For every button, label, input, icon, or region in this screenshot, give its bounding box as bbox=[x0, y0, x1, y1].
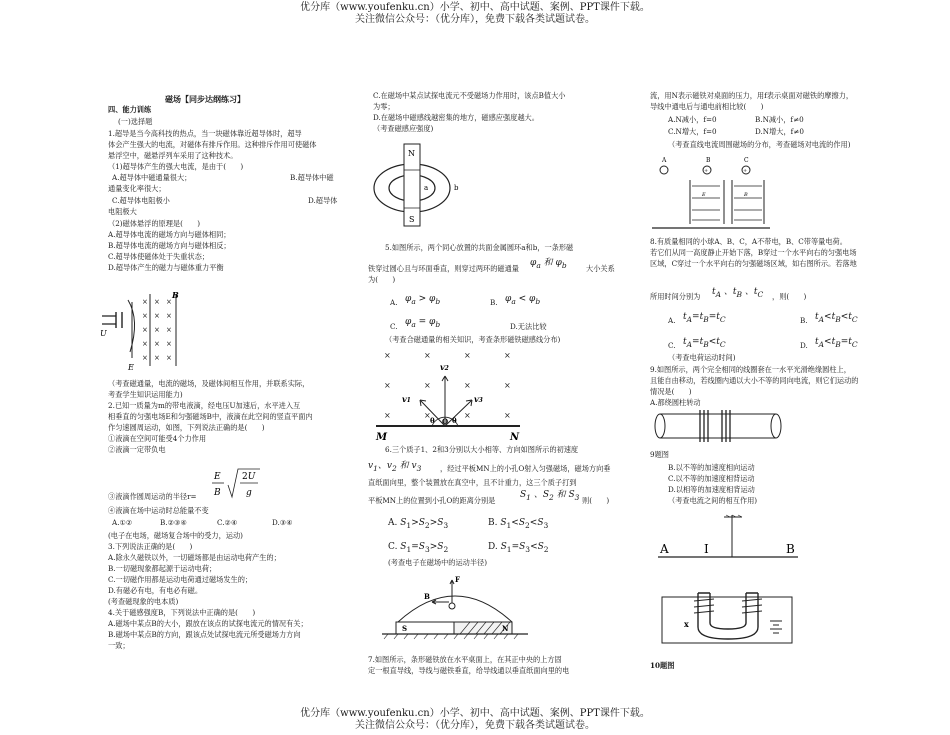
q5-option-c: C. bbox=[390, 322, 398, 331]
svg-text:+: + bbox=[743, 168, 748, 174]
figure-q7-magnet-table bbox=[380, 572, 530, 640]
q9-options bbox=[668, 462, 918, 506]
q7-option-a: A.N减小，f=0 bbox=[668, 115, 717, 124]
text-line: A.超导体电流的磁场方向与磁体相同； bbox=[108, 230, 231, 239]
q1-option-a: A.超导体中磁通量很大； bbox=[112, 173, 192, 182]
q8-option-b: B. bbox=[800, 316, 808, 325]
text-line: A.磁场中某点B的大小，跟放在该点的试探电流元的情况有关； bbox=[108, 619, 308, 628]
svg-text:×: × bbox=[142, 340, 148, 348]
svg-text:×: × bbox=[154, 312, 160, 320]
svg-text:F: F bbox=[455, 575, 460, 584]
svg-text:×: × bbox=[166, 354, 172, 362]
q2-option-d: D.③④ bbox=[272, 518, 293, 527]
text-line: C.一切磁作用都是运动电荷通过磁场发生的； bbox=[108, 575, 253, 584]
header-line-1: 优分库（www.youfenku.cn）小学、初中、高中试题、案例、PPT课件下载。 bbox=[300, 2, 650, 13]
svg-text:b: b bbox=[454, 184, 459, 192]
figure-q10-circuit bbox=[652, 515, 802, 655]
text-line: D.以相等的加速度相背运动 bbox=[668, 485, 755, 494]
text-line: C.在磁场中某点试探电流元不受磁场力作用时，该点B值大小 bbox=[373, 91, 566, 100]
q7-option-d: D.N增大，f≠0 bbox=[755, 127, 804, 136]
svg-text:×: × bbox=[154, 298, 160, 306]
q1-text bbox=[108, 128, 358, 172]
q1-option-d-cont: 电阻极大 bbox=[108, 207, 137, 216]
text-line: （考查磁通量，电流的磁场，及磁体间相互作用，并联系实际， bbox=[108, 379, 310, 388]
q8-note: （考查电荷运动时间) bbox=[668, 353, 736, 362]
svg-text:O: O bbox=[442, 417, 449, 426]
fig9-caption: 9题图 bbox=[650, 450, 669, 459]
text-line: B.以不等的加速度相向运动 bbox=[668, 463, 755, 472]
q6-option-d: D. $S_1=S_3<S_2$ bbox=[488, 542, 549, 554]
q7-text bbox=[368, 654, 628, 676]
svg-text:v3: v3 bbox=[474, 394, 483, 404]
svg-text:N: N bbox=[510, 432, 520, 443]
svg-text:N: N bbox=[502, 624, 509, 633]
text-line: 1.超导是当今高科技的热点，当一块磁体靠近超导体时，超导 bbox=[108, 129, 302, 138]
svg-text:θ: θ bbox=[452, 416, 457, 425]
phi-a-b-symbols: $\varphi_a$ 和 $\varphi_b$ bbox=[530, 258, 567, 270]
svg-text:×: × bbox=[142, 326, 148, 334]
q1-option-c: C.超导体电阻极小 bbox=[112, 196, 170, 205]
text-line: 一致； bbox=[108, 641, 130, 650]
svg-text:×: × bbox=[424, 351, 431, 360]
q5-line-4: 为( ) bbox=[368, 275, 396, 284]
svg-text:×: × bbox=[166, 340, 172, 348]
q6-line-4: 平板MN上的位置到小孔O的距离分别是 bbox=[368, 496, 496, 505]
svg-text:×: × bbox=[464, 351, 471, 360]
svg-text:S: S bbox=[409, 215, 415, 224]
svg-text:v2: v2 bbox=[440, 362, 449, 372]
q7-note: （考查直线电流周围磁场的分布，考查磁场对电流的作用) bbox=[668, 140, 851, 149]
text-line: 相垂直的匀强电场E和匀强磁场B中，液滴在此空间的竖直平面内 bbox=[108, 412, 313, 421]
svg-text:B: B bbox=[424, 592, 430, 601]
svg-text:x: x bbox=[684, 619, 689, 629]
q8-line-c: ，则( ) bbox=[772, 292, 807, 301]
q6-line-5: 则( ) bbox=[582, 496, 610, 505]
svg-text:B: B bbox=[706, 157, 711, 164]
q6-velocities: $v_1$、$v_2$ 和 $v_3$ bbox=[368, 461, 422, 473]
q8-option-a-formula: $t_A=t_B=t_C$ bbox=[683, 312, 726, 324]
q2-item-3: ③液滴作圆周运动的半径r= bbox=[108, 492, 197, 501]
text-line: 若它们从同一高度静止开始下落，B穿过一个水平向右的匀强电场 bbox=[650, 248, 857, 257]
svg-text:×: × bbox=[384, 381, 391, 390]
svg-text:×: × bbox=[166, 326, 172, 334]
text-line: 3.下列说法正确的是( ) bbox=[108, 542, 193, 551]
svg-text:v1: v1 bbox=[402, 394, 411, 404]
text-line: （2)磁体悬浮的原理是( ) bbox=[108, 219, 201, 228]
page-footer bbox=[0, 708, 950, 732]
svg-text:B: B bbox=[786, 542, 795, 556]
text-line: 悬浮空中，磁悬浮列车采用了这种技术。 bbox=[108, 151, 238, 160]
q7-option-b: B.N减小，f≠0 bbox=[755, 115, 804, 124]
svg-text:×: × bbox=[154, 326, 160, 334]
text-line: ①液滴在空间可能受4个力作用 bbox=[108, 434, 207, 443]
q4-continued bbox=[373, 90, 628, 134]
q5-option-c-formula: $\varphi_a = \varphi_b$ bbox=[405, 317, 441, 329]
q5-line-2: 铁穿过圆心且与环面垂直，则穿过两环的磁通量 bbox=[368, 264, 519, 273]
text-line: 4.关于磁感强度B，下列说法中正确的是( ) bbox=[108, 608, 256, 617]
text-line: 为零； bbox=[373, 102, 395, 111]
text-line: 体会产生强大的电流，对磁体有排斥作用。这种排斥作用可使磁体 bbox=[108, 140, 317, 149]
svg-text:×: × bbox=[142, 312, 148, 320]
svg-text:B: B bbox=[172, 290, 179, 300]
text-line: A.除永久磁铁以外，一切磁场都是由运动电荷产生的； bbox=[108, 553, 281, 562]
q5-option-b-formula: $\varphi_a < \varphi_b$ bbox=[505, 294, 541, 306]
q9-note: （考查电流之间的相互作用) bbox=[668, 496, 758, 505]
svg-text:×: × bbox=[424, 381, 431, 390]
q2-item-4 bbox=[108, 505, 358, 516]
figure-q6-protons bbox=[370, 346, 530, 443]
q2-text bbox=[108, 378, 363, 455]
svg-text:B: B bbox=[744, 192, 748, 198]
svg-text:×: × bbox=[154, 340, 160, 348]
text-line: 定一根直导线，导线与磁铁垂直，给导线通以垂直纸面向里的电 bbox=[368, 666, 570, 675]
header-line-2: 关注微信公众号：（优分库），免费下载各类试题试卷。 bbox=[355, 14, 595, 25]
svg-text:×: × bbox=[424, 411, 431, 420]
svg-text:M: M bbox=[376, 432, 388, 443]
svg-text:g: g bbox=[246, 488, 252, 498]
q2-option-a: A.①② bbox=[112, 518, 133, 527]
q6-line-3: 直纸面向里，整个装置放在真空中，且不计重力，这三个质子打到 bbox=[368, 478, 577, 487]
svg-text:×: × bbox=[464, 381, 471, 390]
svg-text:+: + bbox=[704, 168, 709, 174]
figure-q5-magnet-rings bbox=[370, 140, 470, 230]
text-line: C.以不等的加速度相背运动 bbox=[668, 474, 755, 483]
q1-part2 bbox=[108, 218, 358, 273]
text-line: D.有磁必有电，有电必有磁。 bbox=[108, 586, 203, 595]
q8-option-a: A. bbox=[668, 316, 676, 325]
svg-text:S: S bbox=[402, 624, 408, 633]
text-line: 情况是( ) bbox=[650, 387, 692, 396]
q8-text bbox=[650, 236, 920, 269]
svg-text:×: × bbox=[504, 381, 511, 390]
q8-line-b: 所用时间分别为 bbox=[650, 292, 701, 301]
svg-text:×: × bbox=[154, 354, 160, 362]
text-line: A.都绕圆柱转动 bbox=[650, 398, 701, 407]
svg-text:C: C bbox=[744, 157, 749, 164]
q8-option-d-formula: $t_A<t_B=t_C$ bbox=[815, 337, 858, 349]
svg-text:I: I bbox=[704, 542, 709, 556]
q5-option-a-formula: $\varphi_a > \varphi_b$ bbox=[405, 294, 441, 306]
text-line: ④液滴在场中运动时总能量不变 bbox=[108, 506, 209, 515]
q3-q4-text bbox=[108, 530, 363, 651]
text-line: ②液滴一定带负电 bbox=[108, 445, 166, 454]
q2-option-c: C.②④ bbox=[217, 518, 238, 527]
text-line: 考查学生知识运用能力) bbox=[108, 390, 183, 399]
q1-option-b-cont: 通量变化率很大； bbox=[108, 184, 166, 193]
text-line: 导线中通电后与通电前相比较( ) bbox=[650, 102, 764, 111]
svg-text:θ: θ bbox=[430, 416, 435, 425]
svg-text:U: U bbox=[100, 329, 107, 338]
q6-line-2: ，经过平板MN上的小孔O射入匀强磁场，磁场方向垂 bbox=[440, 464, 611, 473]
svg-text:A: A bbox=[662, 157, 667, 164]
q5-line-3: 大小关系 bbox=[586, 264, 615, 273]
q6-line-1: 6.三个质子1、2和3分别以大小相等、方向如图所示的初速度 bbox=[385, 445, 579, 454]
svg-text:E: E bbox=[214, 472, 221, 482]
q5-option-b: B. bbox=[490, 298, 498, 307]
radius-formula bbox=[212, 467, 262, 503]
text-line: 9.如图所示，两个完全相同的线圈套在一水平光滑绝缘圆柱上， bbox=[650, 365, 851, 374]
svg-text:×: × bbox=[142, 354, 148, 362]
q6-distances: $S_1$ 、$S_2$ 和 $S_3$ bbox=[520, 490, 580, 502]
figure-q9-cylinder-coils bbox=[652, 406, 784, 446]
q1-option-b: B.超导体中磁 bbox=[290, 173, 334, 182]
text-line: C.超导体使磁体处于失重状态； bbox=[108, 252, 209, 261]
q9-text bbox=[650, 364, 920, 408]
text-line: B.磁场中某点B的方向，跟该点处试探电流元所受磁场力方向 bbox=[108, 630, 301, 639]
text-line: 8.有质量相同的小球A、B、C，A不带电，B、C带等量电荷。 bbox=[650, 237, 847, 246]
svg-text:×: × bbox=[142, 298, 148, 306]
text-line: (考查磁现象的电本质) bbox=[108, 597, 179, 606]
q5-option-a: A. bbox=[390, 298, 398, 307]
q8-option-c: C. bbox=[668, 341, 676, 350]
q8-option-b-formula: $t_A<t_B<t_C$ bbox=[815, 312, 858, 324]
q7-continued bbox=[650, 90, 910, 112]
svg-text:E: E bbox=[702, 192, 706, 198]
svg-text:×: × bbox=[504, 411, 511, 420]
svg-text:N: N bbox=[408, 149, 415, 158]
q8-option-c-formula: $t_A=t_B<t_C$ bbox=[683, 337, 726, 349]
text-line: B.超导体电流的磁场方向与磁体相反； bbox=[108, 241, 231, 250]
q6-option-b: B. $S_1<S_2<S_3$ bbox=[488, 518, 549, 530]
svg-text:×: × bbox=[384, 411, 391, 420]
fig10-caption: 10题图 bbox=[650, 661, 675, 670]
text-line: D.超导体产生的磁力与磁体重力平衡 bbox=[108, 263, 224, 272]
text-line: 区域，C穿过一个水平向右的匀强磁场区域，如右图所示。若落地 bbox=[650, 259, 857, 268]
figure-q8-fields bbox=[652, 152, 772, 232]
q8-times: $t_A$ 、$t_B$ 、$t_C$ bbox=[712, 287, 764, 299]
text-line: 2.已知一质量为m的带电液滴，经电压U加速后，水平进入互 bbox=[108, 401, 301, 410]
q1-option-d: D.超导体 bbox=[308, 196, 338, 205]
svg-text:×: × bbox=[166, 312, 172, 320]
svg-text:×: × bbox=[464, 411, 471, 420]
svg-text:×: × bbox=[384, 351, 391, 360]
text-line: D.在磁场中磁感线越密集的地方，磁感应强度越大。 bbox=[373, 113, 539, 122]
svg-text:A: A bbox=[660, 542, 669, 556]
text-line: 流，用N表示磁铁对桌面的压力，用f表示桌面对磁铁的摩擦力， bbox=[650, 91, 854, 100]
sub-heading: (一)选择题 bbox=[118, 117, 153, 126]
footer-line-1: 优分库（www.youfenku.cn）小学、初中、高中试题、案例、PPT课件下载。 bbox=[300, 708, 650, 719]
q5-note: （考查合磁通量的相关知识，考查条形磁铁磁感线分布) bbox=[385, 335, 561, 344]
q5-option-d: D.无法比较 bbox=[510, 322, 547, 331]
footer-line-2: 关注微信公众号：（优分库），免费下载各类试题试卷。 bbox=[355, 720, 595, 731]
svg-text:2U: 2U bbox=[242, 472, 256, 482]
q5-line-1: 5.如图所示，两个同心放置的共面金属圆环a和b，一条形磁 bbox=[385, 243, 574, 252]
text-line: 且能自由移动，若线圈内通以大小不等的同向电流，则它们运动的 bbox=[650, 376, 859, 385]
text-line: (电子在电场，磁场复合场中的受力，运动) bbox=[108, 531, 243, 540]
svg-text:×: × bbox=[504, 351, 511, 360]
q6-option-c: C. $S_1=S_3>S_2$ bbox=[388, 542, 449, 554]
q8-option-d: D. bbox=[800, 341, 808, 350]
q6-note: (考查电子在磁场中的运动半径) bbox=[388, 558, 488, 567]
svg-text:B: B bbox=[214, 488, 221, 498]
q7-option-c: C.N增大，f=0 bbox=[668, 127, 717, 136]
text-line: 作匀速圆周运动，如图，下列说法正确的是( ) bbox=[108, 423, 265, 432]
page-header bbox=[0, 2, 950, 26]
text-line: 7.如图所示，条形磁铁放在水平桌面上，在其正中央的上方固 bbox=[368, 655, 562, 664]
svg-text:×: × bbox=[166, 298, 172, 306]
figure-q2-field bbox=[92, 290, 202, 370]
svg-text:E: E bbox=[128, 363, 134, 372]
q2-option-b: B.②③④ bbox=[160, 518, 187, 527]
svg-text:a: a bbox=[424, 184, 429, 192]
doc-title: 磁场【同步达纲练习】 bbox=[165, 94, 245, 104]
text-line: B.一切磁现象都起源于运动电荷； bbox=[108, 564, 217, 573]
section-heading: 四、能力训练 bbox=[108, 105, 152, 114]
q6-option-a: A. $S_1>S_2>S_3$ bbox=[388, 518, 449, 530]
text-line: （考查磁感应强度) bbox=[373, 124, 434, 133]
text-line: （1)超导体产生的强大电流，是由于( ) bbox=[108, 162, 244, 171]
